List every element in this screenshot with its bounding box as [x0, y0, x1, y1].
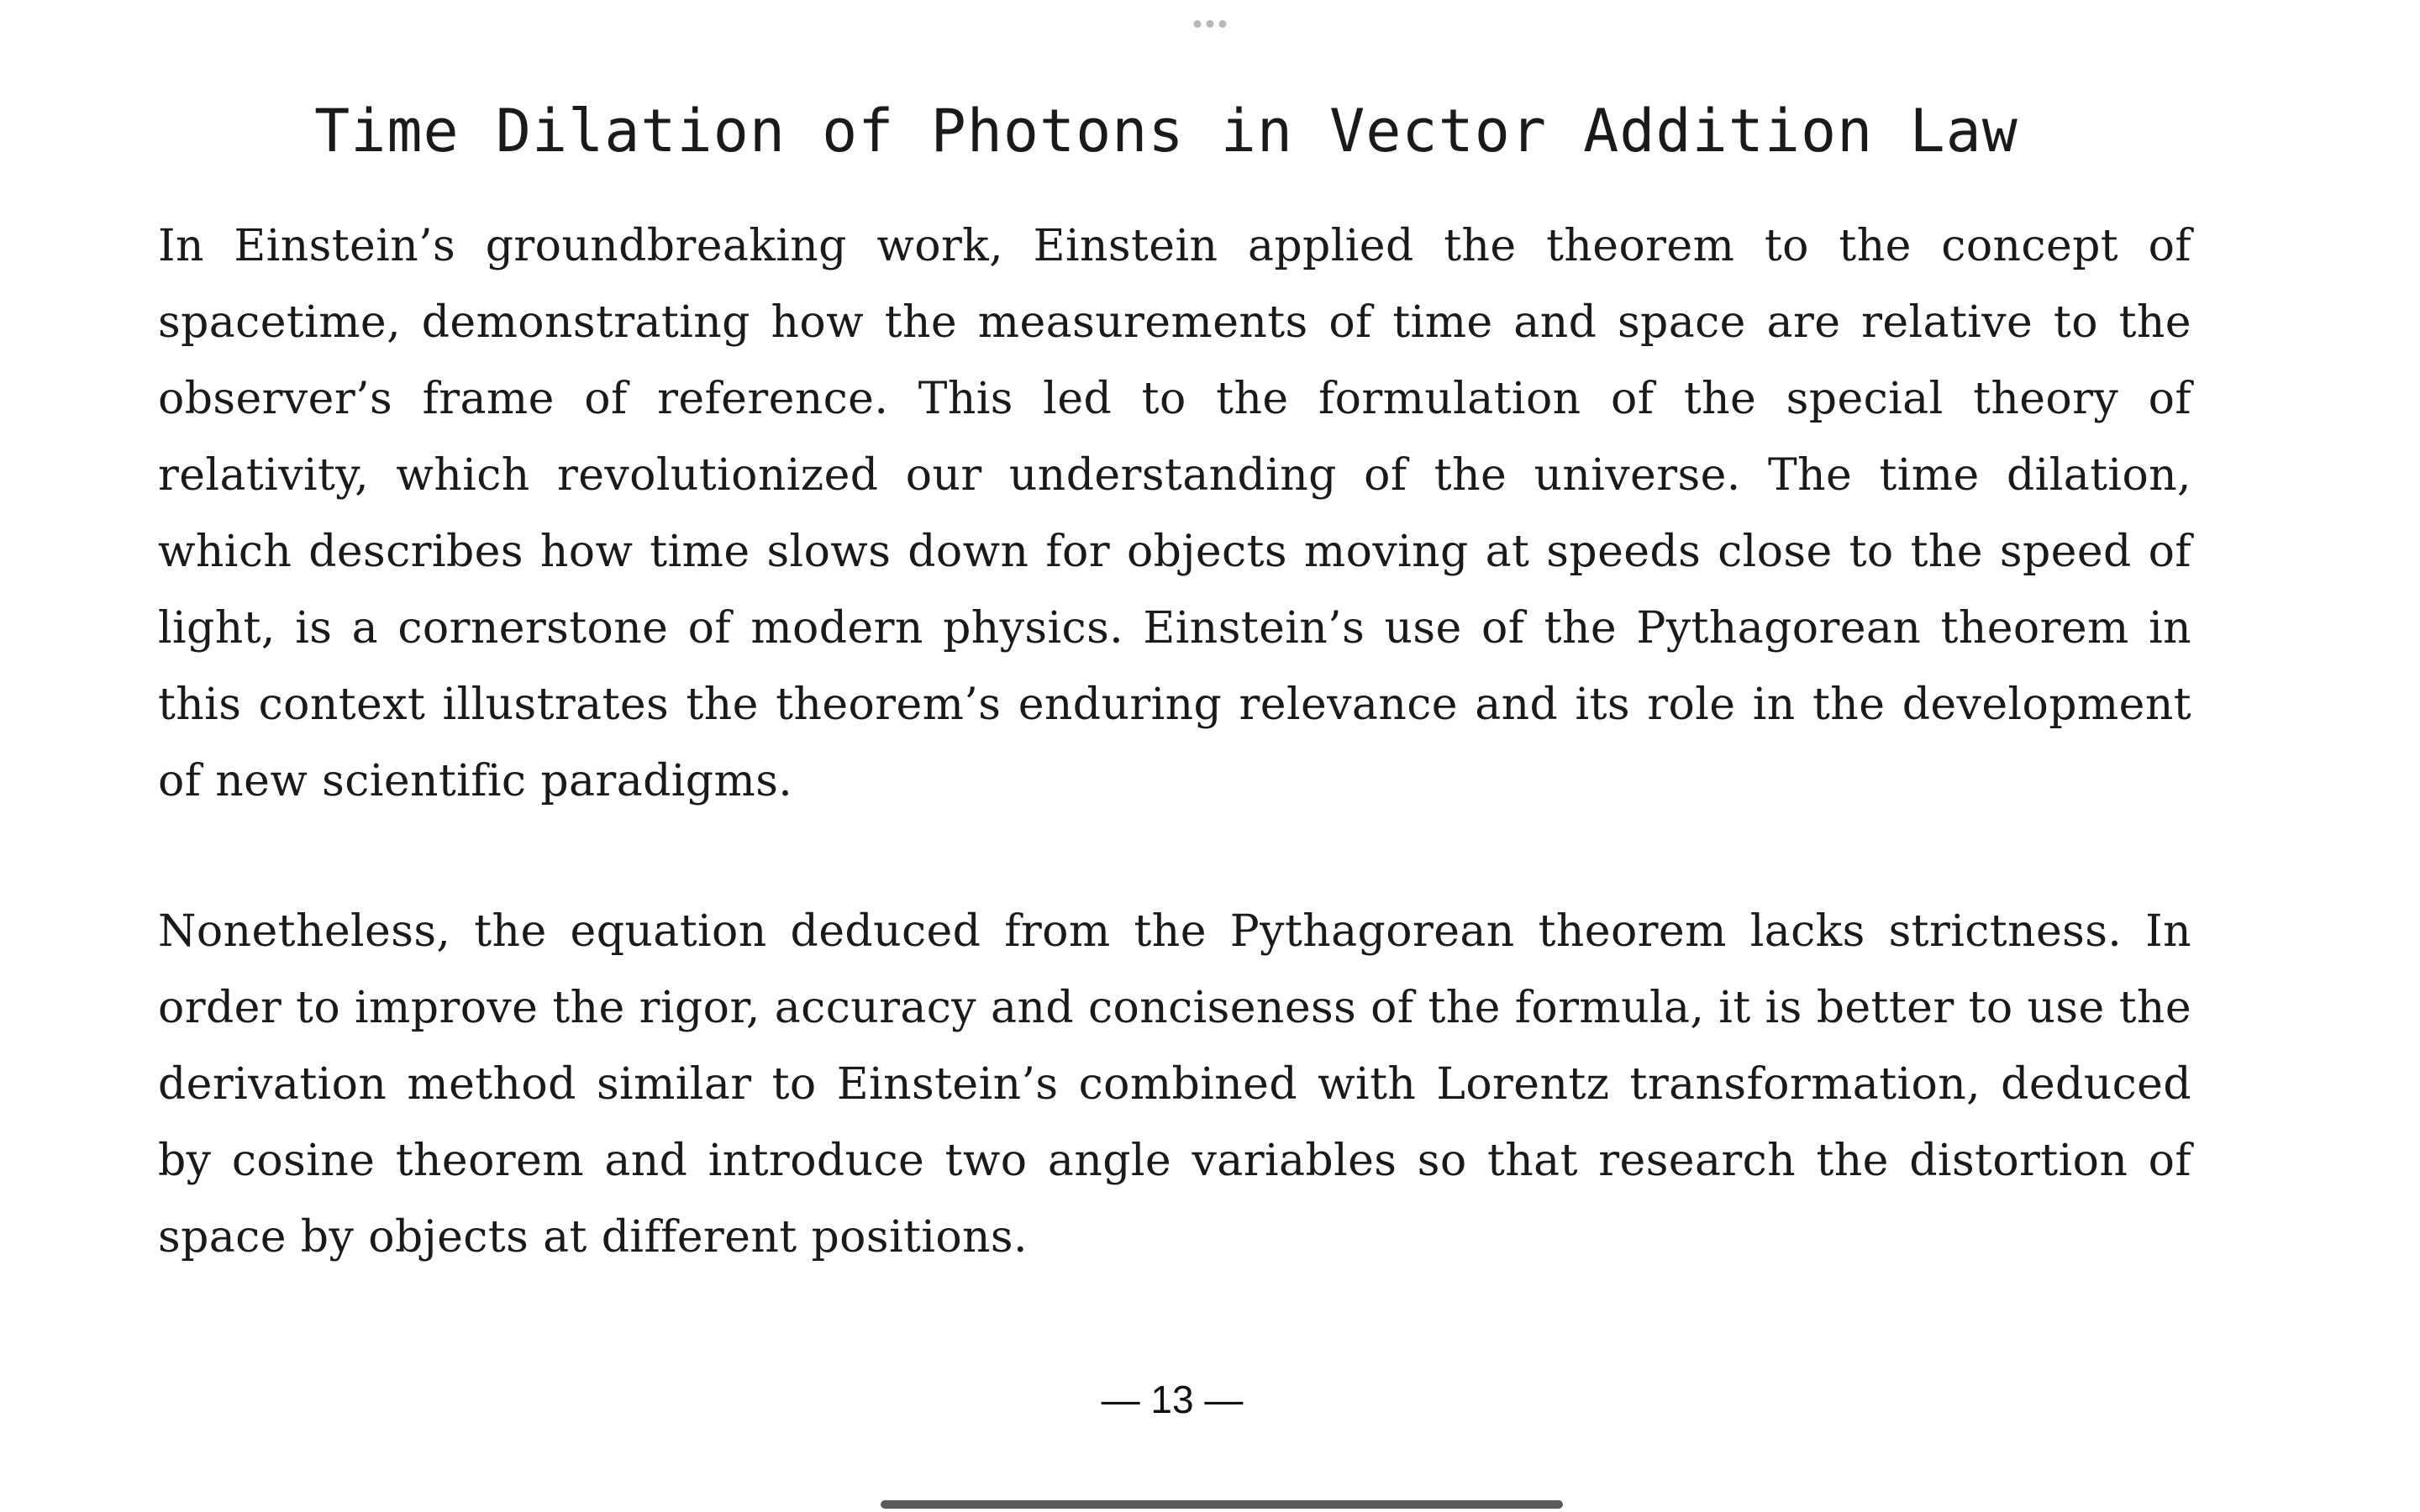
- dot: [1194, 20, 1202, 28]
- body-paragraph-1: In Einstein’s groundbreaking work, Einstein applied the theorem to the concept of spacetime, demonstrating how the measurements of time and space are relative to the observer’s frame of reference. This led to the formulation of the special theory of relativity, which revolutionized our understanding of the universe. The time dilation, which describes how time slows down for objects moving at speeds close to the speed of light, is a cornerstone of modern physics. Einstein’s use of the Pythagorean theorem in this context illustrates the theorem’s enduring relevance and its role in the development of new scientific paradigms.: [158, 221, 2191, 806]
- more-options-icon[interactable]: [1191, 17, 1230, 31]
- page-title: Time Dilation of Photons in Vector Addition Law: [314, 97, 2018, 165]
- home-indicator[interactable]: [881, 1500, 1563, 1509]
- dot: [1219, 20, 1227, 28]
- dot: [1207, 20, 1214, 28]
- body-paragraph-2: Nonetheless, the equation deduced from the Pythagorean theorem lacks strictness. In order to improve the rigor, accuracy and conciseness of the formula, it is better to use the derivation method similar to Einstein’s combined with Lorentz transformation, deduced by cosine theorem and introduce two angle variables so that research the distortion of space by objects at different positions.: [158, 906, 2191, 1263]
- page-number: — 13 —: [1101, 1378, 1244, 1421]
